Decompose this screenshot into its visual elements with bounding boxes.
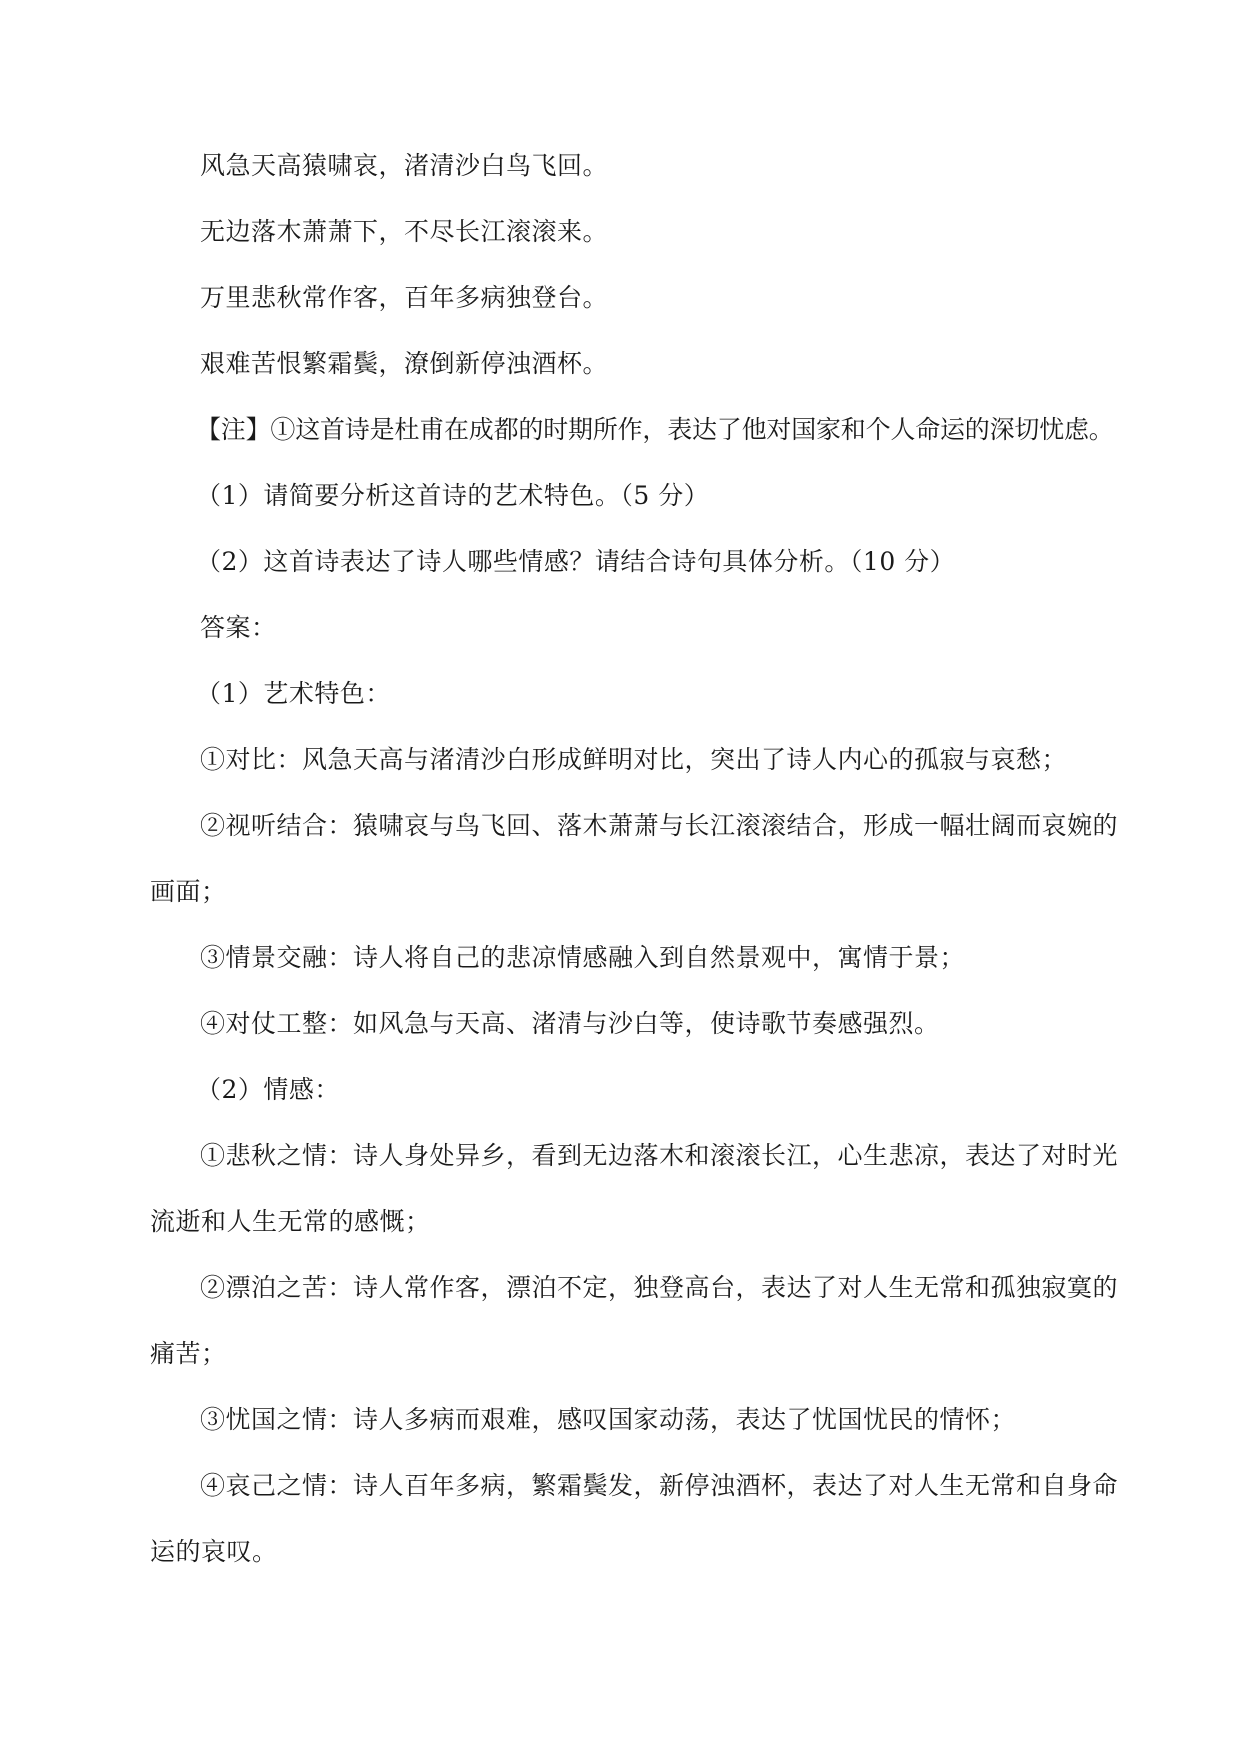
poem-line-1: 风急天高猿啸哀，渚清沙白鸟飞回。 [200,151,609,180]
part2-item: 流逝和人生无常的感慨； [150,1207,431,1236]
question-1: （1）请简要分析这首诗的艺术特色。（5 分） [196,481,710,510]
part1-item: ④对仗工整：如风急与天高、渚清与沙白等，使诗歌节奏感强烈。 [200,1009,940,1038]
part2-item: 运的哀叹。 [150,1537,278,1566]
poem-line-3: 万里悲秋常作客，百年多病独登台。 [200,283,609,312]
poem-line-2: 无边落木萧萧下，不尽长江滚滚来。 [200,217,609,246]
part1-item: 画面； [150,877,227,906]
part2-item: ②漂泊之苦：诗人常作客，漂泊不定，独登高台，表达了对人生无常和孤独寂寞的 [200,1273,1119,1302]
poem-line-4: 艰难苦恨繁霜鬓，潦倒新停浊酒杯。 [200,349,609,378]
part2-title: （2）情感： [196,1075,340,1104]
part1-title: （1）艺术特色： [196,679,391,708]
part2-item: ③忧国之情：诗人多病而艰难，感叹国家动荡，表达了忧国忧民的情怀； [200,1405,1017,1434]
question-2: （2）这首诗表达了诗人哪些情感？请结合诗句具体分析。（10 分） [196,547,956,576]
part1-item: ①对比：风急天高与渚清沙白形成鲜明对比，突出了诗人内心的孤寂与哀愁； [200,745,1068,774]
part1-item: ③情景交融：诗人将自己的悲凉情感融入到自然景观中，寓情于景； [200,943,966,972]
poem-note: 【注】①这首诗是杜甫在成都的时期所作，表达了他对国家和个人命运的深切忧虑。 [196,415,1114,444]
part2-item: 痛苦； [150,1339,227,1368]
part2-item: ①悲秋之情：诗人身处异乡，看到无边落木和滚滚长江，心生悲凉，表达了对时光 [200,1141,1119,1170]
answer-label: 答案： [200,613,277,642]
part1-item: ②视听结合：猿啸哀与鸟飞回、落木萧萧与长江滚滚结合，形成一幅壮阔而哀婉的 [200,811,1119,840]
part2-item: ④哀己之情：诗人百年多病，繁霜鬓发，新停浊酒杯，表达了对人生无常和自身命 [200,1471,1119,1500]
